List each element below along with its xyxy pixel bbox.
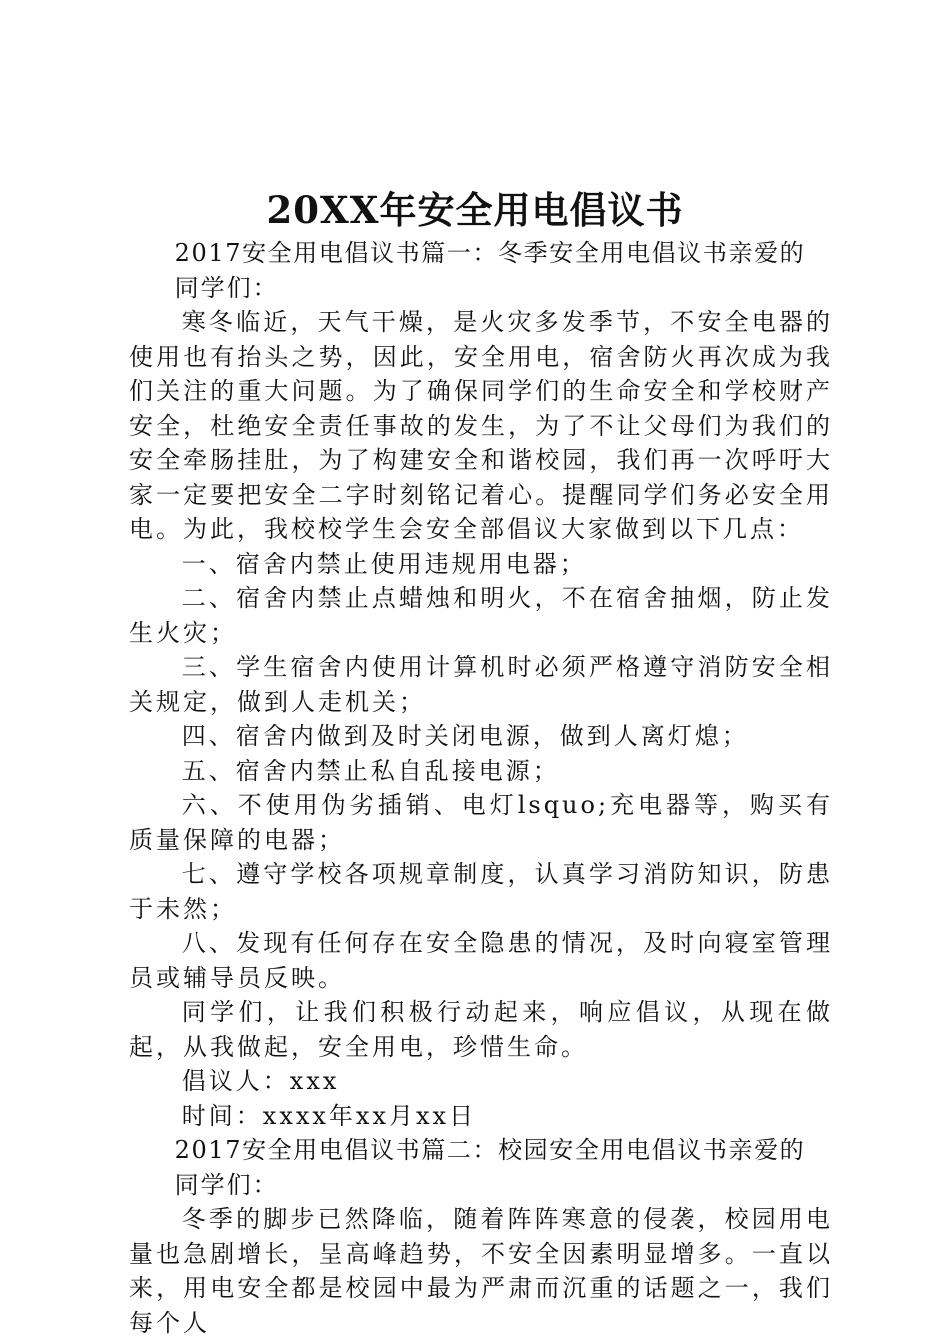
list-item-3: 三、学生宿舍内使用计算机时必须严格遵守消防安全相关规定，做到人走机关； <box>129 653 833 716</box>
salutation-1: 同学们： <box>174 273 279 302</box>
list-item-4: 四、宿舍内做到及时关闭电源，做到人离灯熄； <box>181 722 749 750</box>
date-line: 时间：xxxx年xx月xx日 <box>181 1101 477 1130</box>
initiator-line: 倡议人：xxx <box>181 1067 340 1095</box>
list-item-1: 一、宿舍内禁止使用违规用电器； <box>181 549 587 578</box>
list-item-7: 七、遵守学校各项规章制度，认真学习消防知识，防患于未然； <box>129 860 833 923</box>
closing-paragraph: 同学们，让我们积极行动起来，响应倡议，从现在做起，从我做起，安全用电，珍惜生命。 <box>129 998 833 1061</box>
document-body <box>129 236 833 1340</box>
list-item-8: 八、发现有任何存在安全隐患的情况，及时向寝室管理员或辅导员反映。 <box>129 929 833 992</box>
list-item-5: 五、宿舍内禁止私自乱接电源； <box>181 756 560 785</box>
document-title: 20XX年安全用电倡议书 <box>266 188 684 232</box>
section-heading-2: 2017安全用电倡议书篇二：校园安全用电倡议书亲爱的 <box>174 1136 806 1164</box>
paragraph-intro-2: 冬季的脚步已然降临，随着阵阵寒意的侵袭，校园用电量也急剧增长，呈高峰趋势，不安全因素明显增多。一直以来，用电安全都是校园中最为严肃而沉重的话题之一，我们每个人 <box>129 1205 833 1337</box>
salutation-2: 同学们： <box>174 1170 279 1199</box>
list-item-6: 六、不使用伪劣插销、电灯lsquo;充电器等，购买有质量保障的电器； <box>129 791 833 854</box>
section-heading-1: 2017安全用电倡议书篇一：冬季安全用电倡议书亲爱的 <box>174 239 806 267</box>
paragraph-intro-1: 寒冬临近，天气干燥，是火灾多发季节，不安全电器的使用也有抬头之势，因此，安全用电，宿舍防火再次成为我们关注的重大问题。为了确保同学们的生命安全和学校财产安全，杜绝安全责任事故的发生，为了不让父母们为我们的安全牵肠挂肚，为了构建安全和谐校园，我们再一次呼吁大家一定要把安全二字时刻铭记着心。提醒同学们务必安全用电。为此，我校校学生会安全部倡议大家做到以下几点： <box>129 308 833 543</box>
list-item-2: 二、宿舍内禁止点蜡烛和明火，不在宿舍抽烟，防止发生火灾； <box>129 584 833 647</box>
